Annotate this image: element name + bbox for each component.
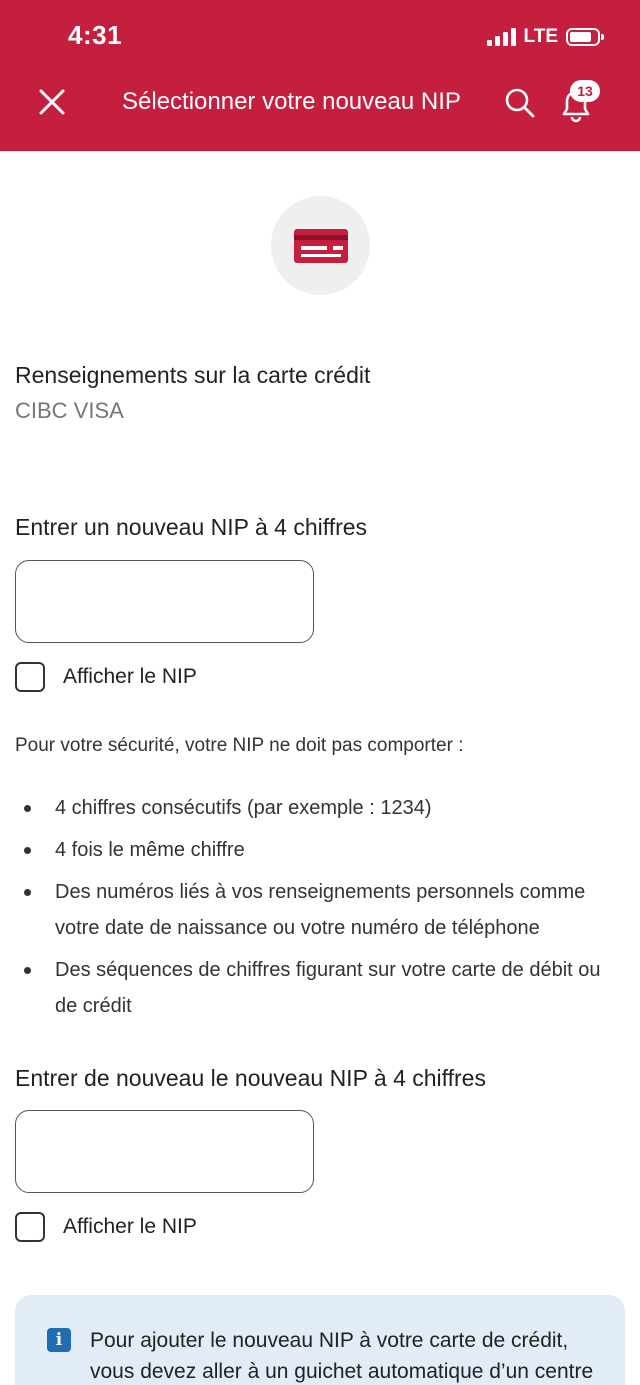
info-banner (15, 1295, 625, 1385)
security-rules-list (15, 790, 627, 1030)
security-rule: 4 chiffres consécutifs (par exemple : 1234) (15, 790, 627, 826)
notification-badge: 13 (570, 80, 600, 102)
security-rule: Des numéros liés à vos renseignements personnels comme votre date de naissance ou votre numéro de téléphone (15, 874, 627, 946)
card-icon-container (271, 196, 370, 295)
show-confirm-pin-label: Afficher le NIP (63, 1215, 197, 1238)
new-pin-label: Entrer un nouveau NIP à 4 chiffres (15, 514, 368, 540)
show-confirm-pin-checkbox[interactable] (15, 1212, 45, 1242)
show-new-pin-toggle[interactable] (15, 662, 197, 692)
search-button[interactable] (503, 86, 537, 120)
show-new-pin-checkbox[interactable] (15, 662, 45, 692)
card-section-title: Renseignements sur la carte crédit (15, 362, 371, 388)
app-header (0, 0, 640, 151)
info-icon: i (47, 1328, 71, 1352)
show-confirm-pin-toggle[interactable] (15, 1212, 197, 1242)
new-pin-input[interactable] (15, 560, 314, 643)
info-text: Pour ajouter le nouveau NIP à votre carte de crédit, vous devez aller à un guichet automatique d’un centre (90, 1329, 594, 1383)
search-icon (503, 86, 537, 120)
confirm-pin-input[interactable] (15, 1110, 314, 1193)
status-time: 4:31 (68, 20, 123, 50)
status-indicators (487, 24, 600, 50)
credit-card-icon (293, 226, 349, 266)
page-title: Sélectionner votre nouveau NIP (122, 88, 461, 115)
close-icon (36, 86, 68, 118)
security-intro: Pour votre sécurité, votre NIP ne doit pas comporter : (15, 735, 464, 756)
card-name: CIBC VISA (15, 398, 124, 423)
confirm-pin-label: Entrer de nouveau le nouveau NIP à 4 chiffres (15, 1065, 486, 1091)
signal-icon (487, 28, 516, 46)
network-label: LTE (523, 26, 558, 47)
close-button[interactable] (36, 86, 68, 118)
battery-icon (566, 28, 600, 46)
security-rule: Des séquences de chiffres figurant sur votre carte de débit ou de crédit (15, 952, 627, 1024)
show-new-pin-label: Afficher le NIP (63, 665, 197, 688)
security-rule: 4 fois le même chiffre (15, 832, 627, 868)
